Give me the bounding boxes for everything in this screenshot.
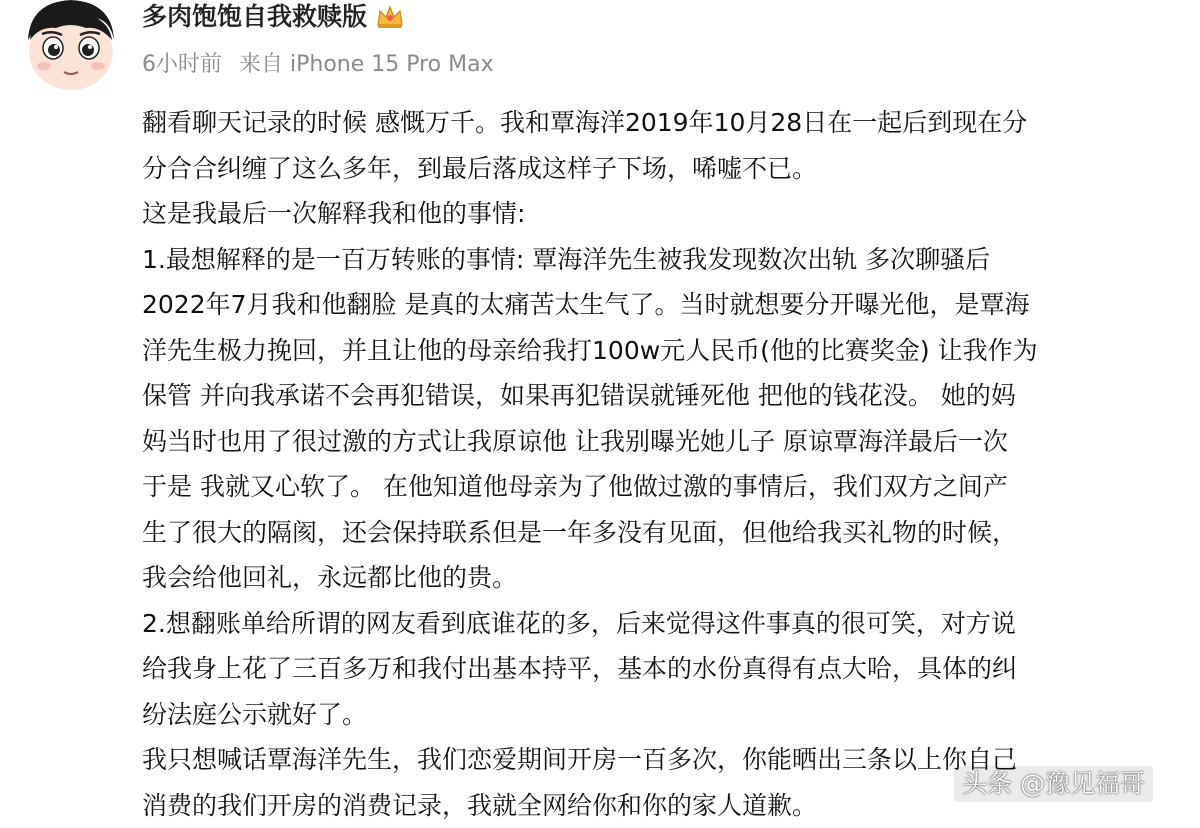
author-name-row[interactable]	[142, 0, 405, 34]
post-line: 翻看聊天记录的时候 感慨万千。我和覃海洋2019年10月28日在一起后到现在分	[142, 100, 1187, 146]
post-line: 消费的我们开房的消费记录，我就全网给你和你的家人道歉。	[142, 783, 1187, 828]
post-time: 6小时前	[142, 52, 222, 77]
post-source: 来自 iPhone 15 Pro Max	[239, 52, 494, 77]
post-line: 洋先生极力挽回，并且让他的母亲给我打100w元人民币(他的比赛奖金) 让我作为	[142, 328, 1187, 374]
post-line: 2022年7月我和他翻脸 是真的太痛苦太生气了。当时就想要分开曝光他，是覃海	[142, 282, 1187, 328]
post-line: 于是 我就又心软了。 在他知道他母亲为了他做过激的事情后，我们双方之间产	[142, 464, 1187, 510]
post-line: 分合合纠缠了这么多年，到最后落成这样子下场，唏嘘不已。	[142, 146, 1187, 192]
crown-icon	[375, 3, 405, 31]
post-line: 妈当时也用了很过激的方式让我原谅他 让我别曝光她儿子 原谅覃海洋最后一次	[142, 419, 1187, 465]
post-meta	[142, 50, 494, 80]
post-line: 给我身上花了三百多万和我付出基本持平，基本的水份真得有点大哈，具体的纠	[142, 646, 1187, 692]
post-line: 我只想喊话覃海洋先生，我们恋爱期间开房一百多次，你能晒出三条以上你自己	[142, 737, 1187, 783]
avatar-illustration	[20, 0, 122, 92]
post-line: 我会给他回礼，永远都比他的贵。	[142, 555, 1187, 601]
watermark: 头条 @豫见福哥	[954, 766, 1153, 802]
post-line: 2.想翻账单给所谓的网友看到底谁花的多，后来觉得这件事真的很可笑，对方说	[142, 601, 1187, 647]
post-body	[142, 100, 1187, 828]
author-name[interactable]: 多肉饱饱自我救赎版	[142, 0, 367, 34]
post-line: 1.最想解释的是一百万转账的事情: 覃海洋先生被我发现数次出轨 多次聊骚后	[142, 237, 1187, 283]
avatar[interactable]	[20, 0, 122, 92]
post-line: 生了很大的隔阂，还会保持联系但是一年多没有见面，但他给我买礼物的时候，	[142, 510, 1187, 556]
post-line: 这是我最后一次解释我和他的事情:	[142, 191, 1187, 237]
post-line: 纷法庭公示就好了。	[142, 692, 1187, 738]
post-line: 保管 并向我承诺不会再犯错误，如果再犯错误就锤死他 把他的钱花没。 她的妈	[142, 373, 1187, 419]
